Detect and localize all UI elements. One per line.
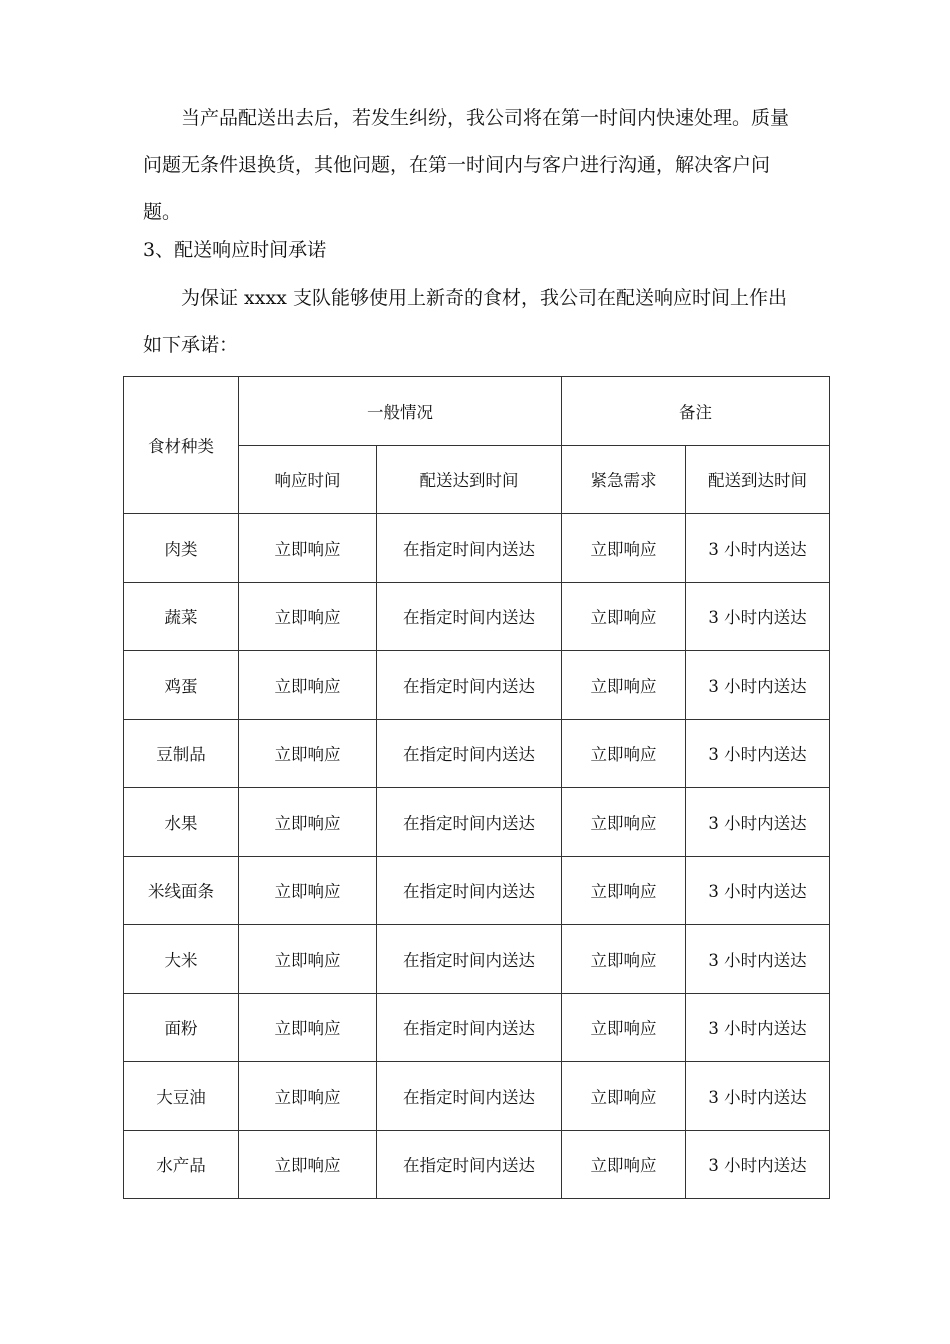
- cell-food-category: 大豆油: [124, 1062, 239, 1131]
- cell-response-time: 立即响应: [239, 788, 377, 857]
- cell-food-category: 肉类: [124, 514, 239, 583]
- table-header-row: [124, 377, 830, 446]
- cell-delivery-time: 在指定时间内送达: [377, 856, 562, 925]
- cell-urgent-demand: 立即响应: [562, 651, 686, 720]
- cell-food-category: 米线面条: [124, 856, 239, 925]
- table-row: [124, 856, 830, 925]
- cell-food-category: 面粉: [124, 993, 239, 1062]
- cell-urgent-demand: 立即响应: [562, 788, 686, 857]
- cell-arrival-time: 3 小时内送达: [686, 719, 830, 788]
- response-time-table: [123, 376, 830, 1199]
- cell-arrival-time: 3 小时内送达: [686, 925, 830, 994]
- cell-urgent-demand: 立即响应: [562, 582, 686, 651]
- header-general-situation: 一般情况: [239, 377, 562, 446]
- cell-response-time: 立即响应: [239, 993, 377, 1062]
- cell-arrival-time: 3 小时内送达: [686, 582, 830, 651]
- table-row: [124, 993, 830, 1062]
- table-row: [124, 514, 830, 583]
- cell-urgent-demand: 立即响应: [562, 1130, 686, 1199]
- paragraph-commitment-intro: 为保证 xxxx 支队能够使用上新奇的食材，我公司在配送响应时间上作出如下承诺：: [143, 287, 787, 356]
- cell-response-time: 立即响应: [239, 514, 377, 583]
- table-row: [124, 651, 830, 720]
- cell-response-time: 立即响应: [239, 651, 377, 720]
- cell-delivery-time: 在指定时间内送达: [377, 1130, 562, 1199]
- cell-urgent-demand: 立即响应: [562, 719, 686, 788]
- cell-response-time: 立即响应: [239, 582, 377, 651]
- cell-urgent-demand: 立即响应: [562, 514, 686, 583]
- cell-arrival-time: 3 小时内送达: [686, 1062, 830, 1131]
- cell-arrival-time: 3 小时内送达: [686, 788, 830, 857]
- cell-arrival-time: 3 小时内送达: [686, 993, 830, 1062]
- cell-delivery-time: 在指定时间内送达: [377, 925, 562, 994]
- cell-response-time: 立即响应: [239, 1062, 377, 1131]
- cell-response-time: 立即响应: [239, 719, 377, 788]
- header-food-category: 食材种类: [124, 377, 239, 514]
- cell-response-time: 立即响应: [239, 856, 377, 925]
- subheader-urgent-demand: 紧急需求: [562, 445, 686, 514]
- cell-food-category: 大米: [124, 925, 239, 994]
- cell-urgent-demand: 立即响应: [562, 993, 686, 1062]
- cell-arrival-time: 3 小时内送达: [686, 856, 830, 925]
- cell-delivery-time: 在指定时间内送达: [377, 582, 562, 651]
- cell-delivery-time: 在指定时间内送达: [377, 514, 562, 583]
- table-row: [124, 925, 830, 994]
- subheader-delivery-time: 配送达到时间: [377, 445, 562, 514]
- table-row: [124, 582, 830, 651]
- cell-food-category: 鸡蛋: [124, 651, 239, 720]
- cell-arrival-time: 3 小时内送达: [686, 514, 830, 583]
- cell-response-time: 立即响应: [239, 1130, 377, 1199]
- paragraph-dispute-handling: 当产品配送出去后，若发生纠纷，我公司将在第一时间内快速处理。质量问题无条件退换货，其他问题，在第一时间内与客户进行沟通，解决客户问题。: [143, 107, 790, 223]
- cell-delivery-time: 在指定时间内送达: [377, 1062, 562, 1131]
- subheader-response-time: 响应时间: [239, 445, 377, 514]
- cell-delivery-time: 在指定时间内送达: [377, 719, 562, 788]
- table-row: [124, 788, 830, 857]
- cell-delivery-time: 在指定时间内送达: [377, 993, 562, 1062]
- subheader-arrival-time: 配送到达时间: [686, 445, 830, 514]
- cell-delivery-time: 在指定时间内送达: [377, 788, 562, 857]
- table-row: [124, 1062, 830, 1131]
- cell-urgent-demand: 立即响应: [562, 1062, 686, 1131]
- cell-food-category: 水果: [124, 788, 239, 857]
- cell-arrival-time: 3 小时内送达: [686, 1130, 830, 1199]
- cell-food-category: 蔬菜: [124, 582, 239, 651]
- cell-response-time: 立即响应: [239, 925, 377, 994]
- section-heading: 3、配送响应时间承诺: [143, 239, 327, 261]
- cell-food-category: 水产品: [124, 1130, 239, 1199]
- cell-urgent-demand: 立即响应: [562, 856, 686, 925]
- table-row: [124, 1130, 830, 1199]
- cell-arrival-time: 3 小时内送达: [686, 651, 830, 720]
- cell-delivery-time: 在指定时间内送达: [377, 651, 562, 720]
- cell-food-category: 豆制品: [124, 719, 239, 788]
- cell-urgent-demand: 立即响应: [562, 925, 686, 994]
- header-remarks: 备注: [562, 377, 830, 446]
- table-row: [124, 719, 830, 788]
